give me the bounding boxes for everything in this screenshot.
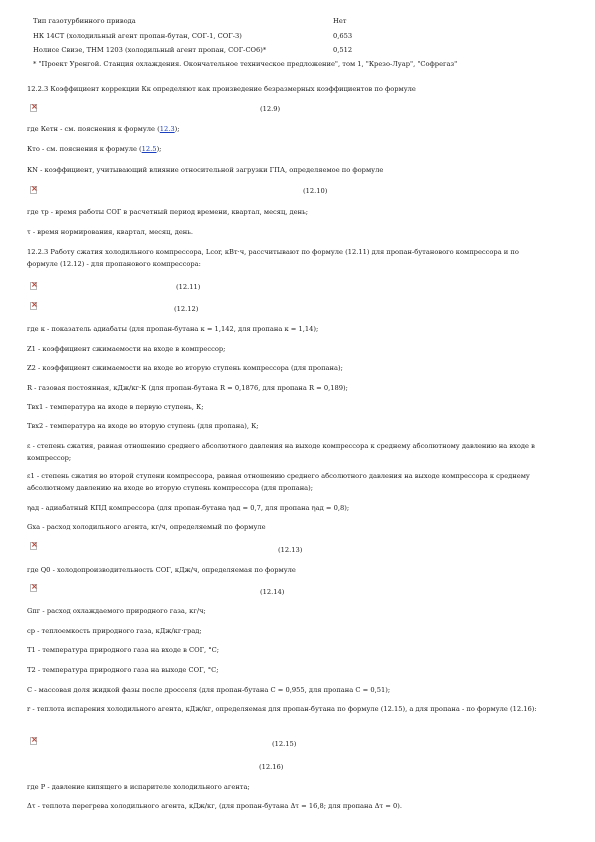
formula-12-10-image (30, 186, 37, 194)
t1-explanation: Т1 - температура природного газа на входе в СОГ, °С; (27, 646, 220, 654)
table-row-1-name: НК 14СТ (холодильный агент пропан-бутан, СОГ-1, СОГ-3) (33, 32, 242, 40)
equation-number-12-15: (12.15) (272, 740, 297, 748)
kto-explanation: Кто - см. пояснения к формуле (12.5); (27, 145, 162, 153)
equation-number-12-12: (12.12) (174, 305, 199, 313)
section-12-2-3-compressor-work: 12.2.3 Работу сжатия холодильного компрессора, Lcor, кВт·ч, рассчитывают по формуле (12.11) для пропан-бутанового компрессора и по формуле (12.12) - для пропанового компрессора: (27, 248, 519, 268)
cp-explanation: ср - теплоемкость природного газа, кДж/кг·град; (27, 627, 202, 635)
r-explanation: R - газовая постоянная, кДж/кг·К (для пропан-бутана R = 0,1876, для пропана R = 0,189); (27, 384, 348, 392)
eps1-explanation: ε1 - степень сжатия во второй ступени компрессора, равная отношению среднего абсолютного давления на выходе компрессора к среднему абсолютному давлению на входе во вторую ступень компрессора (для пропана); (27, 472, 530, 492)
formula-12-14-image (30, 584, 37, 592)
equation-number-12-16: (12.16) (259, 763, 284, 771)
z2-explanation: Z2 - коэффициент сжимаемости на входе во вторую ступень компрессора (для пропана); (27, 364, 343, 372)
gxa-explanation: Gха - расход холодильного агента, кг/ч, определяемый по формуле (27, 523, 266, 531)
r-heat-explanation: r - теплота испарения холодильного агента, кДж/кг, определяемая для пропан-бутана по формуле (12.15), а для пропана - по формуле (12.16): (27, 705, 537, 713)
section-12-2-3-heading: 12.2.3 Коэффициент коррекции Кк определяют как произведение безразмерных коэффициентов по формуле (27, 85, 416, 93)
nad-explanation: ηад - адиабатный КПД компрессора (для пропан-бутана ηад = 0,7, для пропана ηад = 0,8); (27, 504, 350, 512)
tr-explanation: где τр - время работы СОГ в расчетный период времени, квартал, месяц, день; (27, 208, 308, 216)
table-footnote: * "Проект Уренгой. Станция охлаждения. Окончательное техническое предложение", том 1, "Крезо-Луар", "Софрегаз" (33, 60, 458, 68)
table-row-2-value: 0,512 (333, 46, 353, 54)
q0-explanation: где Q0 - холодопроизводительность СОГ, кДж/ч, определяемая по формуле (27, 566, 296, 574)
equation-number-12-10: (12.10) (303, 187, 328, 195)
table-row-1-value: 0,653 (333, 32, 353, 40)
ketn-explanation: где Кетн - см. пояснения к формуле (12.3); (27, 125, 180, 133)
dt-explanation: Δτ - теплота перегрева холодильного агента, кДж/кг, (для пропан-бутана Δτ = 16,8; для пропана Δτ = 0). (27, 802, 402, 810)
tau-explanation: τ - время нормирования, квартал, месяц, день. (27, 228, 194, 236)
equation-number-12-11: (12.11) (176, 283, 201, 291)
c-explanation: С - массовая доля жидкой фазы после дросселя (для пропан-бутана С = 0,955, для пропана С = 0,51); (27, 686, 391, 694)
p-explanation: где Р - давление кипящего в испарителе холодильного агента; (27, 783, 250, 791)
k-explanation: где к - показатель адиабаты (для пропан-бутана к = 1,142, для пропана к = 1,14); (27, 325, 319, 333)
tvx1-explanation: Твх1 - температура на входе в первую ступень, К; (27, 403, 204, 411)
table-row-header-value: Нет (333, 17, 347, 25)
equation-number-12-13: (12.13) (278, 546, 303, 554)
formula-12-13-image (30, 542, 37, 550)
formula-12-11-image (30, 282, 37, 290)
formula-link-12-3[interactable]: 12.3 (159, 125, 175, 133)
formula-12-9-image (30, 104, 37, 112)
formula-12-15-image (30, 737, 37, 745)
equation-number-12-9: (12.9) (260, 105, 281, 113)
table-row-2-name: Нолисе Свизе, ТНМ 1203 (холодильный агент пропан, СОГ-СО6)* (33, 46, 267, 54)
t2-explanation: Т2 - температура природного газа на выходе СОГ, °С; (27, 666, 219, 674)
tvx2-explanation: Твх2 - температура на входе во вторую ступень (для пропана), К; (27, 422, 259, 430)
gpg-explanation: Gпг - расход охлаждаемого природного газа, кг/ч; (27, 607, 206, 615)
table-row-header-name: Тип газотурбинного привода (33, 17, 136, 25)
equation-number-12-14: (12.14) (260, 588, 285, 596)
formula-12-12-image (30, 302, 37, 310)
formula-link-12-5[interactable]: 12.5 (141, 145, 157, 153)
kn-explanation: КN - коэффициент, учитывающий влияние относительной загрузки ГПА, определяемое по формуле (27, 166, 384, 174)
z1-explanation: Z1 - коэффициент сжимаемости на входе в компрессор; (27, 345, 226, 353)
eps-explanation: ε - степень сжатия, равная отношению среднего абсолютного давления на выходе компрессора к среднему абсолютному давлению на входе в компрессор; (27, 442, 535, 462)
